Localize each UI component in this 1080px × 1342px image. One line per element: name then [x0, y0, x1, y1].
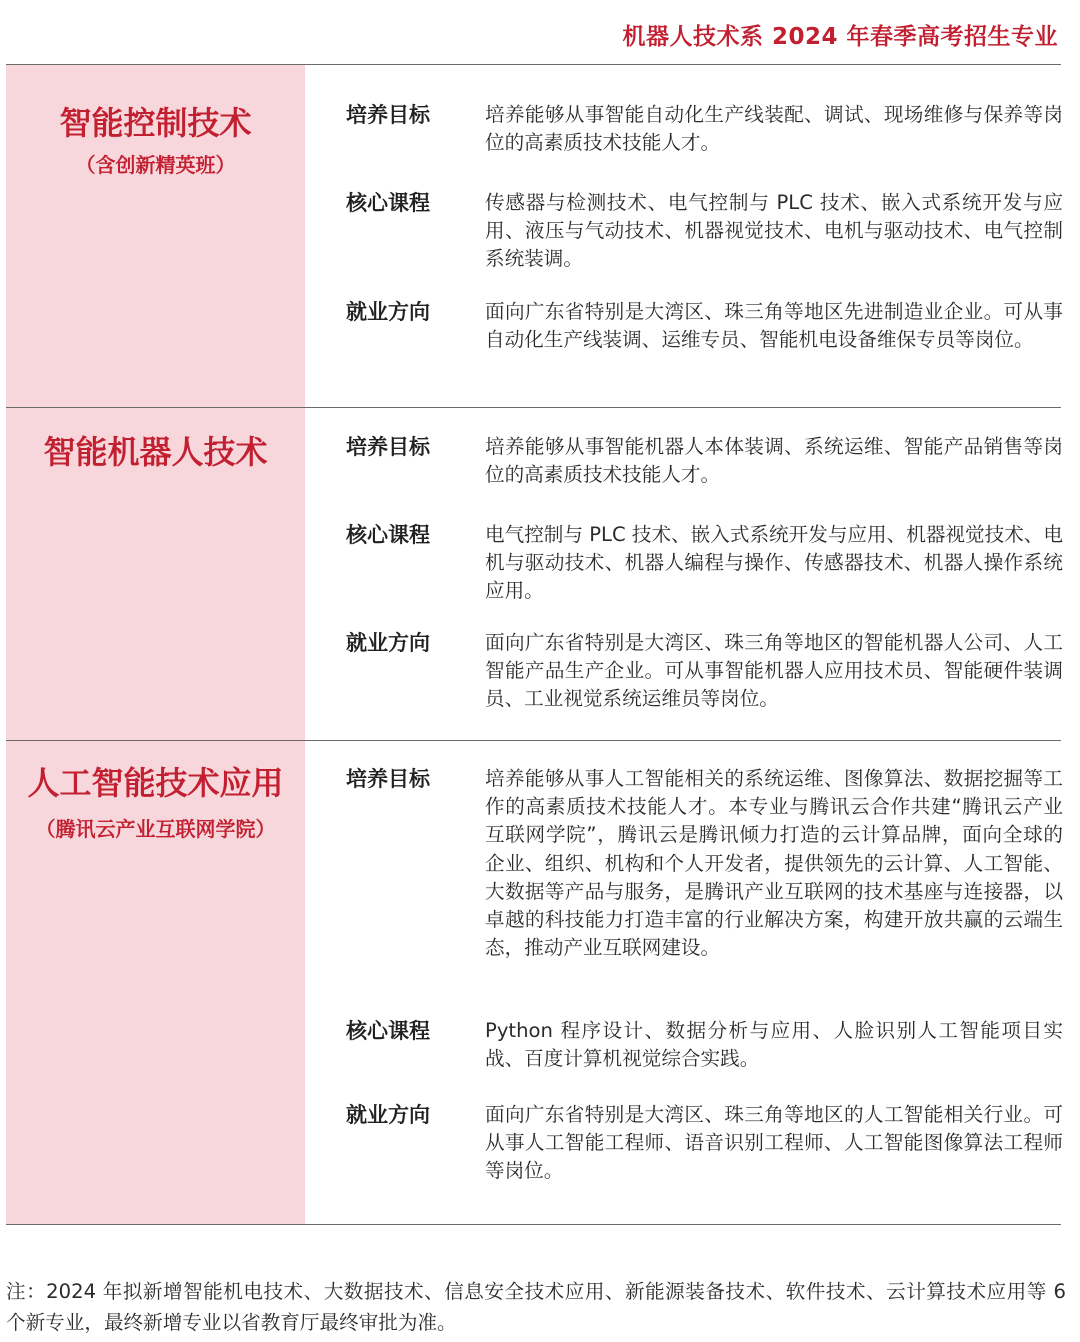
major-name-panel [6, 741, 305, 1224]
career-label: 就业方向 [346, 631, 430, 655]
career-label: 就业方向 [346, 1103, 430, 1127]
courses-text: 传感器与检测技术、电气控制与 PLC 技术、嵌入式系统开发与应用、液压与气动技术、机器视觉技术、电机与驱动技术、电气控制系统装调。 [485, 191, 1063, 271]
goal-text: 培养能够从事人工智能相关的系统运维、图像算法、数据挖掘等工作的高素质技术技能人才。本专业与腾讯云合作共建“腾讯云产业互联网学院”，腾讯云是腾讯倾力打造的云计算品牌，面向全球的企业、组织、机构和个人开发者，提供领先的云计算、人工智能、大数据等产品与服务，是腾讯产业互联网的技术基座与连接器，以卓越的科技能力打造丰富的行业解决方案，构建开放共赢的云端生态，推动产业互联网建设。 [485, 767, 1063, 960]
courses-label: 核心课程 [346, 191, 430, 215]
goal-text: 培养能够从事智能机器人本体装调、系统运维、智能产品销售等岗位的高素质技术技能人才。 [485, 435, 1063, 487]
major-name-panel [6, 65, 305, 407]
footnote: 注：2024 年拟新增智能机电技术、大数据技术、信息安全技术应用、新能源装备技术、软件技术、云计算技术应用等 6 个新专业，最终新增专业以省教育厅最终审批为准。 [6, 1280, 1066, 1334]
major-section-intelligent-robot [6, 408, 1061, 741]
career-text: 面向广东省特别是大湾区、珠三角等地区的智能机器人公司、人工智能产品生产企业。可从事智能机器人应用技术员、智能硬件装调员、工业视觉系统运维员等岗位。 [485, 631, 1063, 711]
career-label: 就业方向 [346, 300, 430, 324]
courses-text: 电气控制与 PLC 技术、嵌入式系统开发与应用、机器视觉技术、电机与驱动技术、机器人编程与操作、传感器技术、机器人操作系统应用。 [485, 523, 1063, 603]
major-title: 智能控制技术 [59, 104, 252, 142]
career-text: 面向广东省特别是大湾区、珠三角等地区的人工智能相关行业。可从事人工智能工程师、语音识别工程师、人工智能图像算法工程师等岗位。 [485, 1103, 1063, 1183]
goal-label: 培养目标 [346, 435, 430, 459]
major-name-panel [6, 408, 305, 740]
goal-label: 培养目标 [346, 103, 430, 127]
major-subtitle: （腾讯云产业互联网学院） [35, 817, 276, 841]
major-title: 人工智能技术应用 [27, 764, 284, 802]
career-text: 面向广东省特别是大湾区、珠三角等地区先进制造业企业。可从事自动化生产线装调、运维专员、智能机电设备维保专员等岗位。 [485, 300, 1063, 352]
major-section-intelligent-control [6, 65, 1061, 408]
major-section-ai-application [6, 741, 1061, 1225]
goal-label: 培养目标 [346, 767, 430, 791]
courses-label: 核心课程 [346, 523, 430, 547]
page-header-title: 机器人技术系 2024 年春季高考招生专业 [622, 24, 1058, 50]
major-subtitle: （含创新精英班） [75, 153, 236, 177]
major-title: 智能机器人技术 [43, 433, 268, 471]
goal-text: 培养能够从事智能自动化生产线装配、调试、现场维修与保养等岗位的高素质技术技能人才。 [485, 103, 1063, 155]
courses-label: 核心课程 [346, 1019, 430, 1043]
courses-text: Python 程序设计、数据分析与应用、人脸识别人工智能项目实战、百度计算机视觉综合实践。 [485, 1019, 1063, 1071]
